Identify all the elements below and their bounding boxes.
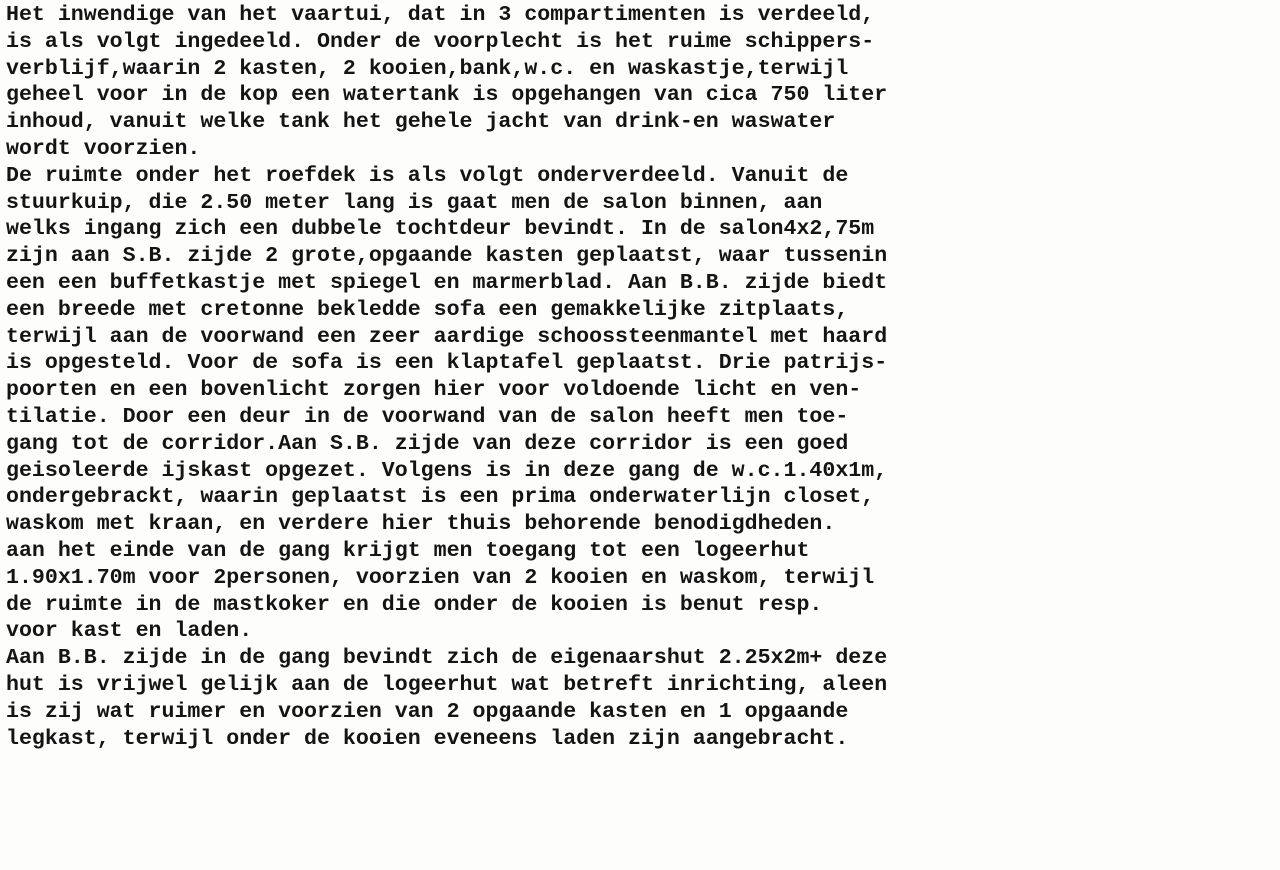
text-line: tilatie. Door een deur in de voorwand van de salon heeft men toe- [6,404,849,429]
text-line: waskom met kraan, en verdere hier thuis behorende benodigdheden. [6,512,836,537]
text-line: voor kast en laden. [6,619,253,644]
text-line: legkast, terwijl onder de kooien eveneens laden zijn aangebracht. [6,726,849,751]
text-line: is opgesteld. Voor de sofa is een klaptafel geplaatst. Drie patrijs- [6,351,888,376]
typewritten-text [6,2,1276,752]
text-line: De ruimte onder het roefdek is als volgt onderverdeeld. Vanuit de [6,163,849,188]
text-line: een breede met cretonne bekledde sofa een gemakkelijke zitplaats, [6,297,849,322]
text-line: stuurkuip, die 2.50 meter lang is gaat men de salon binnen, aan [6,190,823,215]
text-line: terwijl aan de voorwand een zeer aardige schoossteenmantel met haard [6,324,888,349]
text-line: poorten en een bovenlicht zorgen hier voor voldoende licht en ven- [6,378,862,403]
text-line: gang tot de corridor.Aan S.B. zijde van deze corridor is een goed [6,431,849,456]
text-line: een een buffetkastje met spiegel en marmerblad. Aan B.B. zijde biedt [6,270,888,295]
text-line: ondergebrackt, waarin geplaatst is een prima onderwaterlijn closet, [6,485,875,510]
text-line: wordt voorzien. [6,136,201,161]
text-line: Aan B.B. zijde in de gang bevindt zich de eigenaarshut 2.25x2m+ deze [6,646,888,671]
text-line: hut is vrijwel gelijk aan de logeerhut wat betreft inrichting, aleen [6,672,888,697]
text-line: geheel voor in de kop een watertank is opgehangen van cica 750 liter [6,83,888,108]
text-line: geisoleerde ijskast opgezet. Volgens is in deze gang de w.c.1.40x1m, [6,458,888,483]
text-line: 1.90x1.70m voor 2personen, voorzien van 2 kooien en waskom, terwijl [6,565,875,590]
text-line: zijn aan S.B. zijde 2 grote,opgaande kasten geplaatst, waar tussenin [6,244,888,269]
text-line: welks ingang zich een dubbele tochtdeur bevindt. In de salon4x2,75m [6,217,875,242]
text-line: is als volgt ingedeeld. Onder de voorplecht is het ruime schippers- [6,29,875,54]
text-line: is zij wat ruimer en voorzien van 2 opgaande kasten en 1 opgaande [6,699,849,724]
text-line: inhoud, vanuit welke tank het gehele jacht van drink-en waswater [6,110,836,135]
text-line: aan het einde van de gang krijgt men toegang tot een logeerhut [6,538,810,563]
text-line: verblijf,waarin 2 kasten, 2 kooien,bank,w.c. en waskastje,terwijl [6,56,849,81]
text-line: de ruimte in de mastkoker en die onder de kooien is benut resp. [6,592,823,617]
text-line: Het inwendige van het vaartui, dat in 3 compartimenten is verdeeld, [6,3,875,27]
